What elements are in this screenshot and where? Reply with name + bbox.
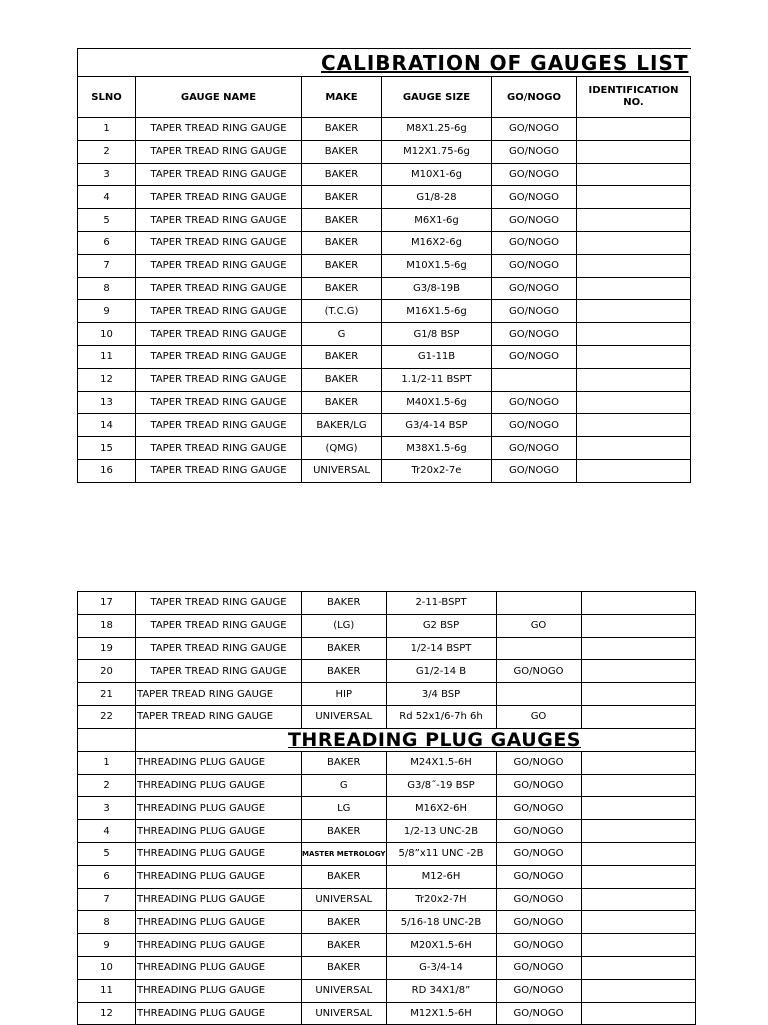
cell-identification-no	[581, 592, 695, 615]
cell-slno: 3	[78, 163, 136, 186]
cell-go-nogo: GO/NOGO	[496, 911, 581, 934]
cell-make: LG	[302, 797, 387, 820]
cell-identification-no	[581, 888, 695, 911]
cell-gauge-size: M38X1.5-6g	[382, 437, 492, 460]
header-gauge-name: GAUGE NAME	[136, 77, 302, 118]
cell-go-nogo: GO/NOGO	[492, 437, 577, 460]
cell-make: BAKER	[302, 345, 382, 368]
cell-go-nogo: GO/NOGO	[492, 345, 577, 368]
cell-go-nogo	[496, 592, 581, 615]
cell-gauge-size: Rd 52x1/6-7h 6h	[386, 705, 496, 728]
table-row	[78, 820, 696, 843]
cell-go-nogo: GO/NOGO	[492, 118, 577, 141]
cell-go-nogo: GO/NOGO	[496, 979, 581, 1002]
cell-gauge-name: TAPER TREAD RING GAUGE	[136, 437, 302, 460]
cell-gauge-name: TAPER TREAD RING GAUGE	[136, 592, 302, 615]
cell-slno: 9	[78, 300, 136, 323]
cell-make: HIP	[302, 683, 387, 706]
cell-make: G	[302, 323, 382, 346]
cell-gauge-name: THREADING PLUG GAUGE	[136, 865, 302, 888]
cell-go-nogo: GO/NOGO	[492, 140, 577, 163]
cell-make: BAKER	[302, 956, 387, 979]
cell-gauge-name: TAPER TREAD RING GAUGE	[136, 614, 302, 637]
cell-gauge-name: THREADING PLUG GAUGE	[136, 820, 302, 843]
cell-make: BAKER	[302, 163, 382, 186]
cell-make: BAKER	[302, 140, 382, 163]
cell-go-nogo: GO/NOGO	[496, 774, 581, 797]
cell-go-nogo: GO/NOGO	[492, 186, 577, 209]
cell-identification-no	[581, 751, 695, 774]
cell-identification-no	[577, 231, 691, 254]
cell-go-nogo: GO/NOGO	[496, 956, 581, 979]
cell-make: UNIVERSAL	[302, 1002, 387, 1025]
cell-make: BAKER	[302, 277, 382, 300]
cell-gauge-size: M10X1-6g	[382, 163, 492, 186]
cell-make: (T.C.G)	[302, 300, 382, 323]
header-gauge-size: GAUGE SIZE	[382, 77, 492, 118]
cell-go-nogo: GO/NOGO	[496, 842, 581, 865]
table-row	[78, 118, 691, 141]
cell-gauge-size: M12-6H	[386, 865, 496, 888]
cell-make: BAKER	[302, 118, 382, 141]
cell-gauge-size: M40X1.5-6g	[382, 391, 492, 414]
header-identification-no: IDENTIFICATION NO.	[577, 77, 691, 118]
header-make: MAKE	[302, 77, 382, 118]
cell-gauge-size: M12X1.5-6H	[386, 1002, 496, 1025]
table-row	[78, 797, 696, 820]
cell-go-nogo: GO/NOGO	[492, 300, 577, 323]
cell-gauge-size: G-3/4-14	[386, 956, 496, 979]
cell-identification-no	[577, 391, 691, 414]
cell-gauge-size: G1/2-14 B	[386, 660, 496, 683]
cell-identification-no	[581, 911, 695, 934]
cell-gauge-name: TAPER TREAD RING GAUGE	[136, 391, 302, 414]
cell-slno: 13	[78, 391, 136, 414]
cell-gauge-name: TAPER TREAD RING GAUGE	[136, 414, 302, 437]
table-row	[78, 911, 696, 934]
cell-gauge-name: TAPER TREAD RING GAUGE	[136, 300, 302, 323]
cell-gauge-name: THREADING PLUG GAUGE	[136, 842, 302, 865]
cell-gauge-name: TAPER TREAD RING GAUGE	[136, 683, 302, 706]
cell-go-nogo: GO/NOGO	[496, 888, 581, 911]
cell-gauge-size: 1/2-14 BSPT	[386, 637, 496, 660]
cell-slno: 6	[78, 865, 136, 888]
cell-identification-no	[581, 956, 695, 979]
cell-gauge-size: G1/8-28	[382, 186, 492, 209]
cell-slno: 22	[78, 705, 136, 728]
cell-slno: 5	[78, 842, 136, 865]
cell-make: BAKER	[302, 911, 387, 934]
cell-identification-no	[581, 820, 695, 843]
table-row	[78, 637, 696, 660]
cell-gauge-size: Tr20x2-7H	[386, 888, 496, 911]
cell-go-nogo: GO/NOGO	[492, 163, 577, 186]
cell-slno: 4	[78, 820, 136, 843]
cell-make: UNIVERSAL	[302, 705, 387, 728]
cell-gauge-name: THREADING PLUG GAUGE	[136, 934, 302, 957]
table-row	[78, 414, 691, 437]
cell-identification-no	[577, 209, 691, 232]
table-row	[78, 956, 696, 979]
header-slno: SLNO	[78, 77, 136, 118]
table-row	[78, 368, 691, 391]
table-row	[78, 345, 691, 368]
cell-make: BAKER	[302, 391, 382, 414]
cell-gauge-name: TAPER TREAD RING GAUGE	[136, 368, 302, 391]
cell-gauge-name: THREADING PLUG GAUGE	[136, 888, 302, 911]
cell-make: BAKER	[302, 865, 387, 888]
cell-gauge-size: G1-11B	[382, 345, 492, 368]
cell-go-nogo: GO/NOGO	[496, 820, 581, 843]
table-row	[78, 842, 696, 865]
cell-make: BAKER/LG	[302, 414, 382, 437]
cell-slno: 11	[78, 345, 136, 368]
table-row	[78, 437, 691, 460]
cell-gauge-name: TAPER TREAD RING GAUGE	[136, 254, 302, 277]
cell-gauge-size: M8X1.25-6g	[382, 118, 492, 141]
cell-make: UNIVERSAL	[302, 888, 387, 911]
cell-identification-no	[577, 323, 691, 346]
table-row	[78, 979, 696, 1002]
cell-identification-no	[581, 1002, 695, 1025]
cell-gauge-size: G3/8˝-19 BSP	[386, 774, 496, 797]
header-go-nogo: GO/NOGO	[492, 77, 577, 118]
cell-make: BAKER	[302, 820, 387, 843]
cell-gauge-name: THREADING PLUG GAUGE	[136, 1002, 302, 1025]
cell-identification-no	[577, 437, 691, 460]
table-row	[78, 705, 696, 728]
cell-go-nogo: GO/NOGO	[492, 231, 577, 254]
cell-gauge-size: G1/8 BSP	[382, 323, 492, 346]
table-row	[78, 209, 691, 232]
table-row	[78, 614, 696, 637]
cell-slno: 20	[78, 660, 136, 683]
cell-gauge-size: M16X2-6g	[382, 231, 492, 254]
table-row	[78, 683, 696, 706]
cell-slno: 19	[78, 637, 136, 660]
cell-gauge-size: M16X1.5-6g	[382, 300, 492, 323]
cell-gauge-size: G3/8-19B	[382, 277, 492, 300]
cell-go-nogo: GO/NOGO	[496, 797, 581, 820]
cell-slno: 1	[78, 751, 136, 774]
table-row	[78, 300, 691, 323]
cell-identification-no	[581, 705, 695, 728]
cell-make: BAKER	[302, 637, 387, 660]
cell-identification-no	[581, 637, 695, 660]
cell-slno: 7	[78, 888, 136, 911]
cell-gauge-size: 1/2-13 UNC-2B	[386, 820, 496, 843]
table-row	[78, 231, 691, 254]
cell-slno: 16	[78, 459, 136, 482]
cell-gauge-size: M10X1.5-6g	[382, 254, 492, 277]
cell-make: (LG)	[302, 614, 387, 637]
gauges-table-1	[77, 48, 691, 483]
page-title: CALIBRATION OF GAUGES LIST	[320, 50, 689, 75]
cell-identification-no	[577, 459, 691, 482]
cell-slno: 6	[78, 231, 136, 254]
cell-slno: 4	[78, 186, 136, 209]
cell-make: UNIVERSAL	[302, 459, 382, 482]
cell-gauge-name: TAPER TREAD RING GAUGE	[136, 637, 302, 660]
cell-slno: 10	[78, 323, 136, 346]
table-row	[78, 254, 691, 277]
cell-identification-no	[581, 979, 695, 1002]
cell-go-nogo: GO/NOGO	[492, 459, 577, 482]
cell-identification-no	[577, 345, 691, 368]
cell-gauge-name: TAPER TREAD RING GAUGE	[136, 118, 302, 141]
table-row	[78, 774, 696, 797]
cell-identification-no	[581, 797, 695, 820]
cell-slno: 21	[78, 683, 136, 706]
cell-go-nogo: GO/NOGO	[492, 414, 577, 437]
cell-gauge-size: G2 BSP	[386, 614, 496, 637]
cell-identification-no	[577, 414, 691, 437]
cell-gauge-name: TAPER TREAD RING GAUGE	[136, 660, 302, 683]
cell-slno: 5	[78, 209, 136, 232]
cell-go-nogo: GO/NOGO	[496, 1002, 581, 1025]
cell-gauge-size: 1.1/2-11 BSPT	[382, 368, 492, 391]
table-row	[78, 865, 696, 888]
cell-make: G	[302, 774, 387, 797]
table-row	[78, 934, 696, 957]
cell-gauge-size: G3/4-14 BSP	[382, 414, 492, 437]
cell-identification-no	[577, 368, 691, 391]
header-row	[78, 77, 691, 118]
table-row	[78, 277, 691, 300]
cell-gauge-size: 2-11-BSPT	[386, 592, 496, 615]
cell-gauge-name: THREADING PLUG GAUGE	[136, 774, 302, 797]
cell-make: BAKER	[302, 254, 382, 277]
section-title: THREADING PLUG GAUGES	[287, 728, 581, 751]
cell-go-nogo	[492, 368, 577, 391]
cell-gauge-size: M20X1.5-6H	[386, 934, 496, 957]
cell-identification-no	[577, 186, 691, 209]
cell-slno: 2	[78, 774, 136, 797]
cell-slno: 1	[78, 118, 136, 141]
cell-gauge-name: TAPER TREAD RING GAUGE	[136, 323, 302, 346]
cell-make: (QMG)	[302, 437, 382, 460]
cell-identification-no	[577, 163, 691, 186]
section-title-row	[78, 728, 696, 751]
cell-gauge-name: TAPER TREAD RING GAUGE	[136, 345, 302, 368]
cell-gauge-name: THREADING PLUG GAUGE	[136, 911, 302, 934]
title-cell	[78, 49, 691, 77]
cell-go-nogo: GO/NOGO	[496, 751, 581, 774]
cell-slno: 3	[78, 797, 136, 820]
cell-go-nogo	[496, 683, 581, 706]
cell-gauge-name: TAPER TREAD RING GAUGE	[136, 163, 302, 186]
cell-go-nogo: GO	[496, 705, 581, 728]
cell-make: BAKER	[302, 592, 387, 615]
table-row	[78, 1002, 696, 1025]
cell-go-nogo: GO	[496, 614, 581, 637]
cell-identification-no	[581, 774, 695, 797]
cell-go-nogo: GO/NOGO	[492, 323, 577, 346]
cell-gauge-size: 3/4 BSP	[386, 683, 496, 706]
cell-go-nogo	[496, 637, 581, 660]
cell-slno: 14	[78, 414, 136, 437]
cell-gauge-size: M24X1.5-6H	[386, 751, 496, 774]
cell-slno: 15	[78, 437, 136, 460]
cell-gauge-name: TAPER TREAD RING GAUGE	[136, 209, 302, 232]
table-row	[78, 186, 691, 209]
cell-go-nogo: GO/NOGO	[492, 209, 577, 232]
table-row	[78, 459, 691, 482]
cell-slno: 17	[78, 592, 136, 615]
cell-slno: 10	[78, 956, 136, 979]
cell-identification-no	[577, 277, 691, 300]
cell-make: BAKER	[302, 660, 387, 683]
cell-make: UNIVERSAL	[302, 979, 387, 1002]
cell-identification-no	[577, 254, 691, 277]
cell-identification-no	[581, 660, 695, 683]
cell-go-nogo: GO/NOGO	[492, 277, 577, 300]
table-row	[78, 592, 696, 615]
cell-identification-no	[577, 300, 691, 323]
cell-identification-no	[581, 842, 695, 865]
cell-gauge-name: TAPER TREAD RING GAUGE	[136, 459, 302, 482]
cell-gauge-name: TAPER TREAD RING GAUGE	[136, 705, 302, 728]
cell-gauge-name: THREADING PLUG GAUGE	[136, 956, 302, 979]
cell-identification-no	[581, 865, 695, 888]
cell-go-nogo: GO/NOGO	[492, 254, 577, 277]
cell-gauge-name: TAPER TREAD RING GAUGE	[136, 277, 302, 300]
cell-gauge-name: THREADING PLUG GAUGE	[136, 979, 302, 1002]
cell-go-nogo: GO/NOGO	[496, 660, 581, 683]
cell-make: BAKER	[302, 186, 382, 209]
cell-go-nogo: GO/NOGO	[496, 865, 581, 888]
cell-make: BAKER	[302, 231, 382, 254]
cell-gauge-size: RD 34X1/8”	[386, 979, 496, 1002]
cell-slno: 9	[78, 934, 136, 957]
table-row	[78, 751, 696, 774]
cell-gauge-size: 5/16-18 UNC-2B	[386, 911, 496, 934]
table-row	[78, 888, 696, 911]
cell-gauge-size: M6X1-6g	[382, 209, 492, 232]
cell-make: MASTER METROLOGY	[302, 842, 387, 865]
table-row	[78, 140, 691, 163]
cell-identification-no	[577, 118, 691, 141]
cell-gauge-name: TAPER TREAD RING GAUGE	[136, 186, 302, 209]
cell-go-nogo: GO/NOGO	[492, 391, 577, 414]
cell-make: BAKER	[302, 751, 387, 774]
cell-gauge-name: TAPER TREAD RING GAUGE	[136, 140, 302, 163]
cell-identification-no	[577, 140, 691, 163]
cell-gauge-name: THREADING PLUG GAUGE	[136, 797, 302, 820]
table-row	[78, 391, 691, 414]
cell-slno: 11	[78, 979, 136, 1002]
cell-make: BAKER	[302, 934, 387, 957]
cell-identification-no	[581, 683, 695, 706]
cell-go-nogo: GO/NOGO	[496, 934, 581, 957]
cell-gauge-size: Tr20x2-7e	[382, 459, 492, 482]
cell-gauge-size: 5/8”x11 UNC -2B	[386, 842, 496, 865]
cell-gauge-name: TAPER TREAD RING GAUGE	[136, 231, 302, 254]
cell-identification-no	[581, 934, 695, 957]
cell-gauge-size: M12X1.75-6g	[382, 140, 492, 163]
gauges-table-2	[77, 591, 696, 1025]
cell-slno: 18	[78, 614, 136, 637]
table-row	[78, 163, 691, 186]
table-row	[78, 323, 691, 346]
cell-slno: 12	[78, 368, 136, 391]
cell-gauge-name: THREADING PLUG GAUGE	[136, 751, 302, 774]
cell-slno: 7	[78, 254, 136, 277]
table-row	[78, 660, 696, 683]
cell-make: BAKER	[302, 209, 382, 232]
cell-make: BAKER	[302, 368, 382, 391]
cell-slno: 12	[78, 1002, 136, 1025]
cell-gauge-size: M16X2-6H	[386, 797, 496, 820]
cell-slno: 8	[78, 911, 136, 934]
cell-slno: 2	[78, 140, 136, 163]
cell-slno: 8	[78, 277, 136, 300]
cell-identification-no	[581, 614, 695, 637]
